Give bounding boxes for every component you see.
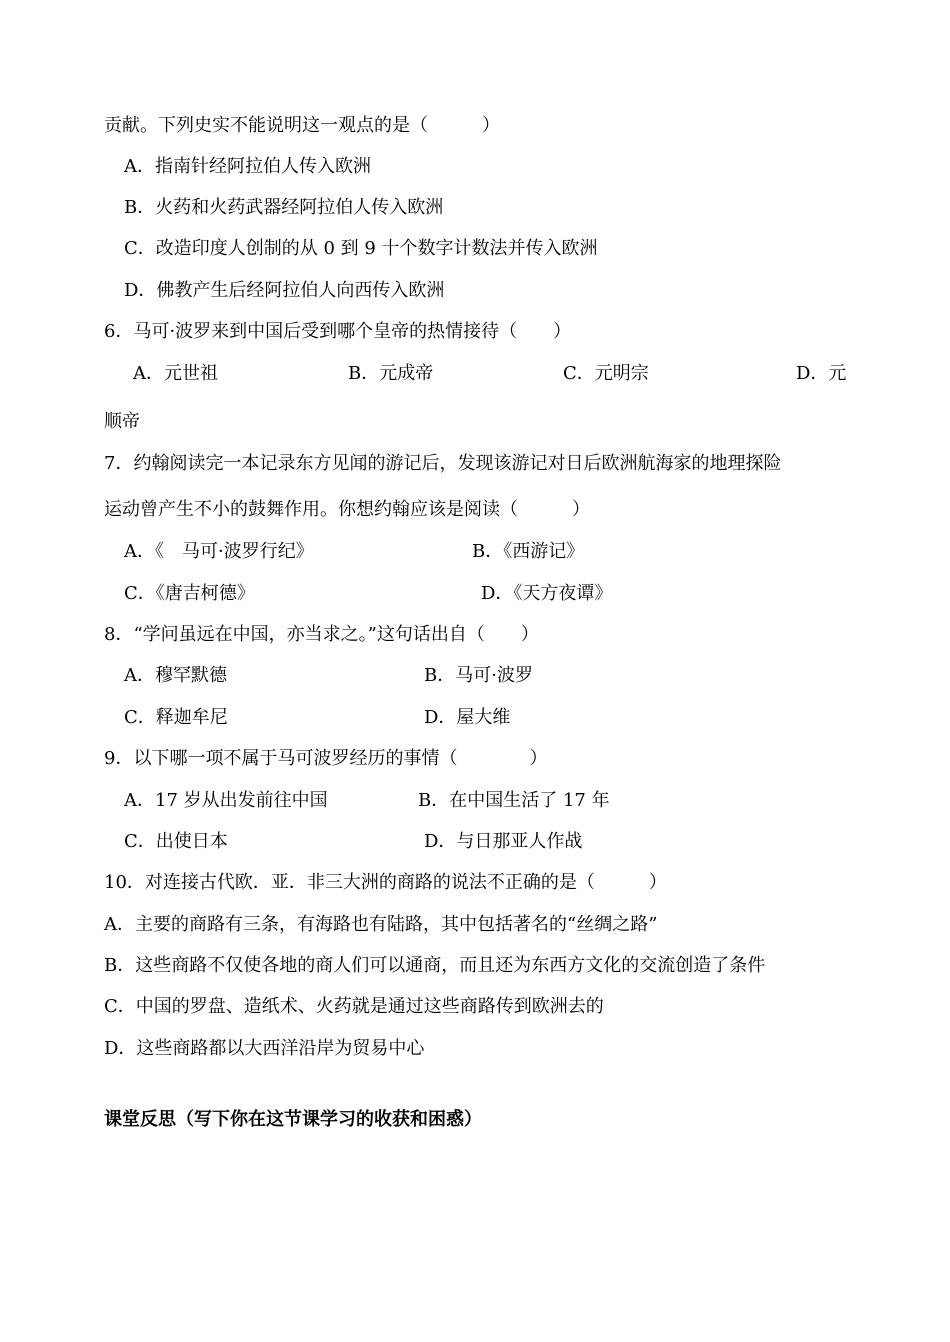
q6-stem: 6．马可·波罗来到中国后受到哪个皇帝的热情接待（ ）	[104, 321, 572, 342]
q9-option-c: C．出使日本	[124, 831, 228, 852]
q6-option-a: A．元世祖	[133, 363, 218, 384]
q8-stem: 8．“学问虽远在中国，亦当求之。”这句话出自（ ）	[104, 624, 539, 645]
q9-option-a: A．17 岁从出发前往中国	[124, 790, 328, 811]
q8-option-b: B．马可·波罗	[424, 665, 533, 686]
q8-option-d: D．屋大维	[424, 707, 511, 728]
q5-stem-tail: 贡献。下列史实不能说明这一观点的是（ ）	[104, 115, 500, 136]
q8-option-c: C．释迦牟尼	[124, 707, 228, 728]
q10-stem: 10．对连接古代欧．亚．非三大洲的商路的说法不正确的是（ ）	[104, 872, 667, 893]
reflection-heading: 课堂反思（写下你在这节课学习的收获和困惑）	[104, 1109, 482, 1130]
q6-option-b: B．元成帝	[348, 363, 434, 384]
q10-option-d: D．这些商路都以大西洋沿岸为贸易中心	[104, 1038, 425, 1059]
q6-option-c: C．元明宗	[563, 363, 649, 384]
q5-option-b: B．火药和火药武器经阿拉伯人传入欧洲	[124, 197, 444, 218]
q9-option-d: D．与日那亚人作战	[424, 831, 583, 852]
q7-option-b: B．《西游记》	[472, 541, 585, 562]
q7-option-d: D．《天方夜谭》	[481, 583, 613, 604]
q9-option-b: B．在中国生活了 17 年	[418, 790, 610, 811]
q9-stem: 9．以下哪一项不属于马可波罗经历的事情（ ）	[104, 748, 548, 769]
q8-option-a: A．穆罕默德	[124, 665, 227, 686]
q6-option-d-part1: D．元	[796, 363, 847, 384]
q5-option-c: C．改造印度人创制的从 0 到 9 十个数字计数法并传入欧洲	[124, 238, 598, 259]
q5-option-d: D．佛教产生后经阿拉伯人向西传入欧洲	[124, 280, 445, 301]
q10-option-c: C．中国的罗盘、造纸术、火药就是通过这些商路传到欧洲去的	[104, 996, 604, 1017]
q10-option-b: B．这些商路不仅使各地的商人们可以通商，而且还为东西方文化的交流创造了条件	[104, 955, 766, 976]
q7-stem-line2: 运动曾产生不小的鼓舞作用。你想约翰应该是阅读（ ）	[104, 499, 590, 520]
q10-option-a: A．主要的商路有三条，有海路也有陆路，其中包括著名的“丝绸之路”	[104, 914, 658, 935]
q6-option-d-part2: 顺帝	[104, 411, 140, 432]
q7-option-c: C．《唐吉柯德》	[124, 583, 255, 604]
q7-option-a: A．《 马可·波罗行纪》	[124, 541, 314, 562]
q5-option-a: A．指南针经阿拉伯人传入欧洲	[124, 156, 371, 177]
q7-stem-line1: 7．约翰阅读完一本记录东方见闻的游记后，发现该游记对日后欧洲航海家的地理探险	[104, 453, 782, 474]
